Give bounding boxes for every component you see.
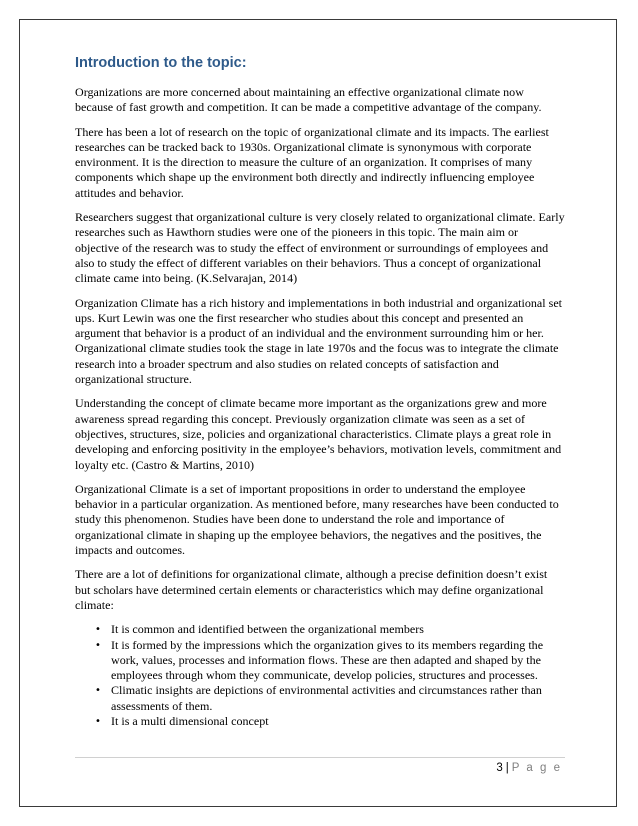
list-item: [75, 638, 565, 684]
paragraph-6: Organizational Climate is a set of important propositions in order to understand the employee behavior in a particular organization. As mentioned before, many researches have been conducted to study this phenomenon. Studies have been done to understand the role and importance of organizational climate in shaping up the employee behaviors, the negatives and the positives, the impacts and outcomes.: [75, 481, 559, 558]
list-item: [75, 714, 565, 729]
paragraph-4: Organization Climate has a rich history and implementations in both industrial and organizational set ups. Kurt Lewin was one the first researcher who studies about this concept and presented an argument that behavior is a product of an individual and the environment surrounding him or her. Organizational climate studies took the stage in late 1970s and the focus was to integrate the climate research into a broader spectrum and also studies on related concepts of satisfaction and organizational structure.: [75, 295, 563, 387]
paragraph-7: There are a lot of definitions for organizational climate, although a precise definition doesn’t exist but scholars have determined certain elements or characteristics which may define organizational climate:: [75, 567, 548, 612]
paragraph-1: Organizations are more concerned about maintaining an effective organizational climate now because of fast growth and competition. It can be made a competitive advantage of the company.: [75, 85, 542, 115]
paragraph-2: There has been a lot of research on the topic of organizational climate and its impacts. The earliest researches can be tracked back to 1930s. Organizational climate is synonymous with corporate environment. It is the direction to measure the culture of an organization. It comprises of many components which shape up the environment both directly and indirectly influencing employee attitudes and behavior.: [75, 124, 549, 200]
bullet-icon: •: [95, 715, 101, 727]
list-item-text: It is formed by the impressions which the organization gives to its members regarding the work, values, processes and information flows. These are then adapted and shaped by the employees through whom they communicate, develop policies, structures and processes.: [111, 637, 544, 683]
footer-divider: [75, 757, 565, 758]
paragraph-3: Researchers suggest that organizational culture is very closely related to organizational climate. Early researches such as Hawthorn studies were one of the pioneers in this topic. The main aim or objective of the research was to study the effect of environment or surroundings of employees and also to study the effect of different variables on their behaviors. Thus a concept of organizational climate came into being. (K.Selvarajan, 2014): [75, 210, 565, 286]
page-number: 3: [496, 762, 503, 774]
page-footer: [496, 762, 562, 774]
section-heading: Introduction to the topic:: [75, 55, 247, 71]
bullet-icon: •: [95, 685, 101, 697]
paragraph-5: Understanding the concept of climate became more important as the organizations grew and more awareness spread regarding this concept. Previously organization climate was seen as a set of objectives, structures, size, policies and organizational characteristics. Climate plays a great role in developing and enforcing positivity in the employee’s behaviors, motivation levels, commitment and loyalty etc. (Castro & Martins, 2010): [75, 396, 562, 472]
bullet-icon: •: [95, 624, 101, 636]
list-item-text: It is a multi dimensional concept: [111, 713, 269, 728]
list-item-text: It is common and identified between the organizational members: [111, 622, 424, 637]
page-label: P a g e: [511, 762, 562, 774]
bullet-icon: •: [95, 639, 101, 651]
document-body: [75, 55, 565, 729]
list-item: [75, 622, 565, 637]
footer-separator: |: [505, 762, 509, 774]
list-item-text: Climatic insights are depictions of environmental activities and circumstances rather than assessments of them.: [111, 683, 542, 713]
list-item: [75, 683, 565, 714]
characteristics-list: [75, 622, 565, 729]
